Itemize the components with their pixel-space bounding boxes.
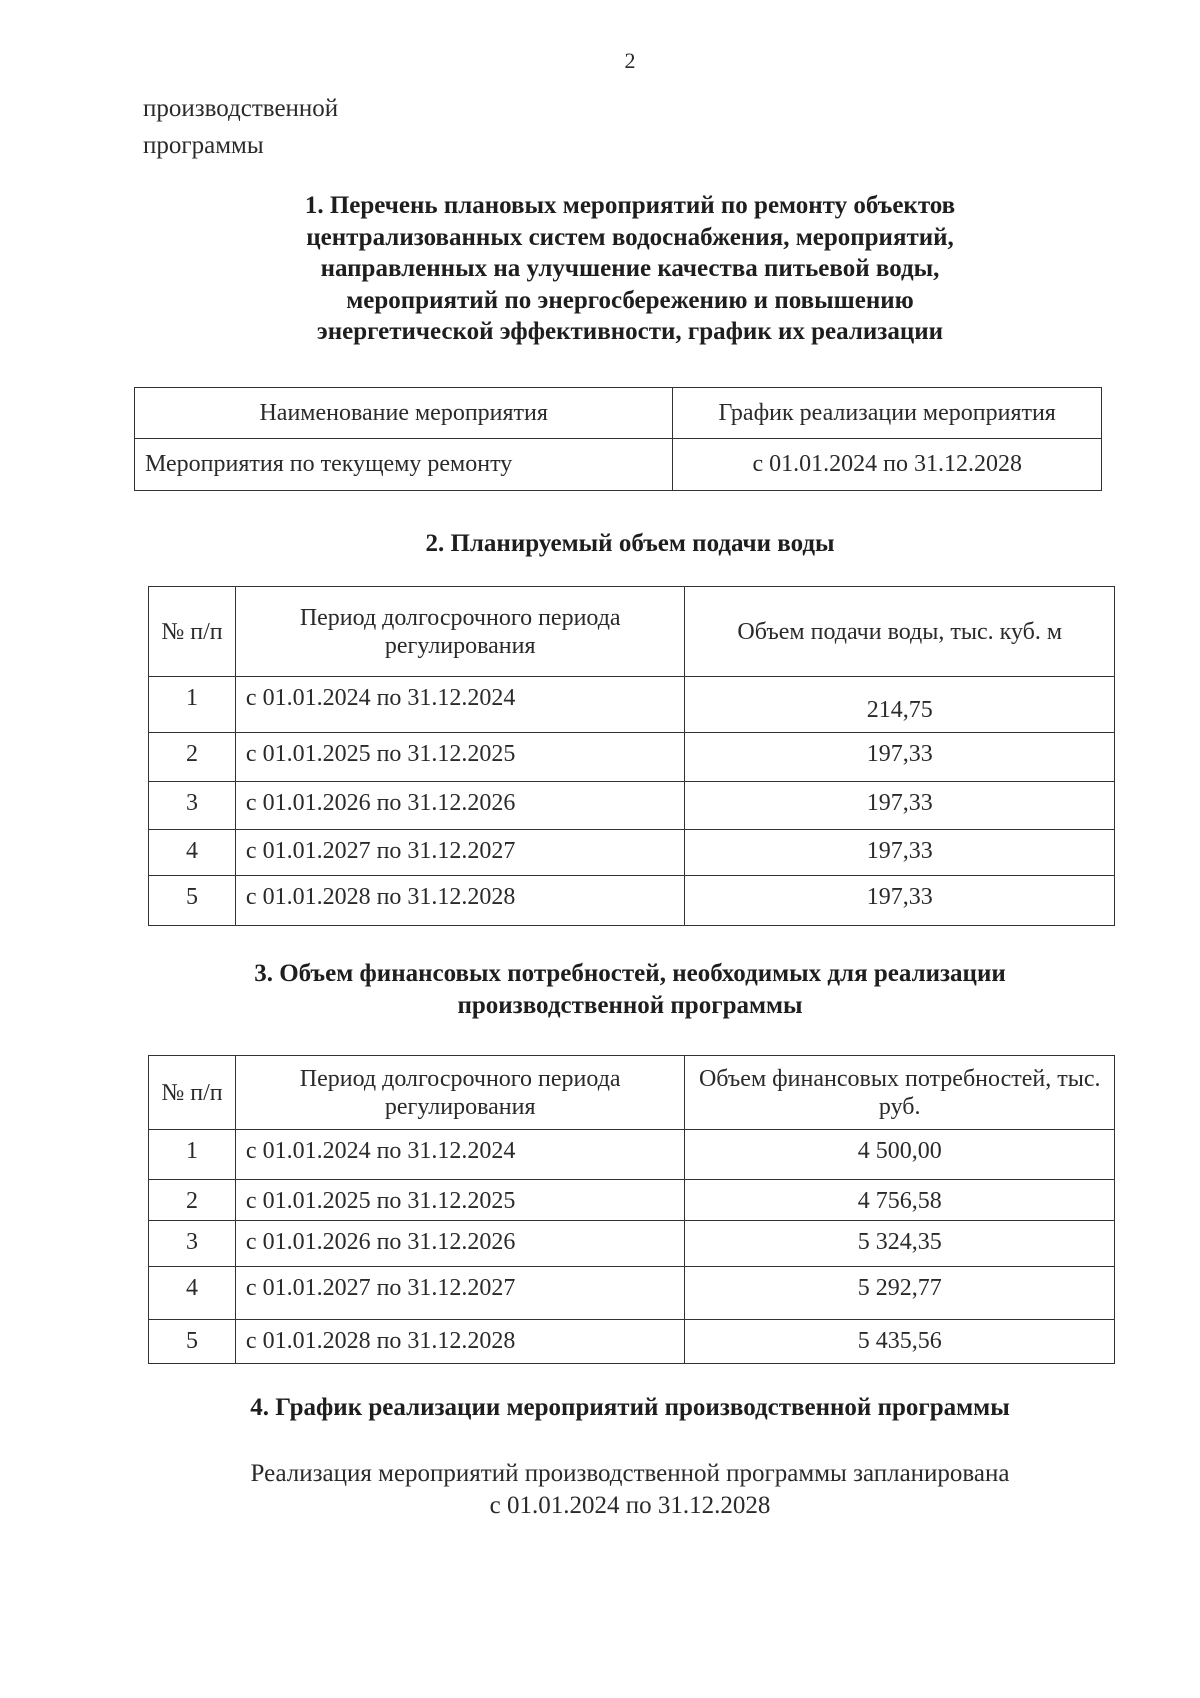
- table-row: [149, 1320, 1115, 1364]
- table-row: [149, 830, 1115, 876]
- title-line: энергетической эффективности, график их реализации: [316, 318, 944, 345]
- page-number: 2: [624, 48, 636, 73]
- title-line: направленных на улучшение качества питьевой воды,: [320, 255, 940, 282]
- period-cell: с 01.01.2024 по 31.12.2024: [235, 1130, 685, 1180]
- row-number-cell: 4: [149, 1267, 236, 1320]
- implementation-text: [0, 1458, 1200, 1522]
- table-row: [149, 733, 1115, 782]
- text-line: Реализация мероприятий производственной программы запланирована: [250, 1460, 1010, 1487]
- header-measure-name: Наименование мероприятия: [135, 388, 673, 439]
- title-line: 4. График реализации мероприятий производственной программы: [250, 1394, 1010, 1421]
- table-row: [149, 1130, 1115, 1180]
- volume-cell: 197,33: [685, 782, 1115, 830]
- continuation-line: производственной: [143, 95, 339, 122]
- amount-cell: 4 500,00: [685, 1130, 1115, 1180]
- previous-page-continuation: [143, 90, 338, 164]
- row-number-cell: 5: [149, 1320, 236, 1364]
- schedule-cell: с 01.01.2024 по 31.12.2028: [673, 439, 1102, 491]
- section-2-title: [0, 528, 1200, 560]
- title-line: 1. Перечень плановых мероприятий по ремонту объектов: [304, 192, 956, 219]
- header-number: № п/п: [149, 1056, 236, 1130]
- text-line: с 01.01.2024 по 31.12.2028: [489, 1492, 771, 1519]
- period-cell: с 01.01.2025 по 31.12.2025: [235, 733, 685, 782]
- period-cell: с 01.01.2027 по 31.12.2027: [235, 830, 685, 876]
- amount-cell: 5 292,77: [685, 1267, 1115, 1320]
- continuation-line: программы: [143, 132, 264, 159]
- row-number-cell: 3: [149, 782, 236, 830]
- table-row: [135, 439, 1102, 491]
- period-cell: с 01.01.2028 по 31.12.2028: [235, 876, 685, 926]
- measure-name-cell: Мероприятия по текущему ремонту: [135, 439, 673, 491]
- period-cell: с 01.01.2026 по 31.12.2026: [235, 782, 685, 830]
- table-row: [149, 1221, 1115, 1267]
- row-number-cell: 1: [149, 1130, 236, 1180]
- period-cell: с 01.01.2024 по 31.12.2024: [235, 677, 685, 733]
- water-supply-volume-table: [148, 586, 1115, 926]
- header-schedule: График реализации мероприятия: [673, 388, 1102, 439]
- period-cell: с 01.01.2027 по 31.12.2027: [235, 1267, 685, 1320]
- table-row: [149, 876, 1115, 926]
- title-line: производственной программы: [457, 991, 803, 1019]
- amount-cell: 5 435,56: [685, 1320, 1115, 1364]
- title-line: мероприятий по энергосбережению и повышению: [346, 286, 914, 314]
- row-number-cell: 5: [149, 876, 236, 926]
- section-3-title: [0, 958, 1200, 1021]
- table-row: [149, 1180, 1115, 1221]
- section-1-title: [0, 190, 1200, 348]
- header-number: № п/п: [149, 587, 236, 677]
- row-number-cell: 2: [149, 733, 236, 782]
- period-cell: с 01.01.2026 по 31.12.2026: [235, 1221, 685, 1267]
- financial-needs-table: [148, 1055, 1115, 1364]
- table-row: [149, 782, 1115, 830]
- table-row: [149, 1267, 1115, 1320]
- period-cell: с 01.01.2025 по 31.12.2025: [235, 1180, 685, 1221]
- title-line: 3. Объем финансовых потребностей, необходимых для реализации: [254, 960, 1006, 987]
- section-4-title: [0, 1392, 1200, 1424]
- volume-cell: 197,33: [685, 830, 1115, 876]
- title-line: 2. Планируемый объем подачи воды: [425, 530, 835, 557]
- row-number-cell: 3: [149, 1221, 236, 1267]
- header-period: Период долгосрочного периода регулирования: [235, 1056, 685, 1130]
- header-volume: Объем подачи воды, тыс. куб. м: [685, 587, 1115, 677]
- maintenance-measures-table: [134, 387, 1102, 491]
- table-header-row: [135, 388, 1102, 439]
- amount-cell: 5 324,35: [685, 1221, 1115, 1267]
- period-cell: с 01.01.2028 по 31.12.2028: [235, 1320, 685, 1364]
- volume-cell: 214,75: [685, 677, 1115, 733]
- row-number-cell: 4: [149, 830, 236, 876]
- amount-cell: 4 756,58: [685, 1180, 1115, 1221]
- row-number-cell: 2: [149, 1180, 236, 1221]
- header-period: Период долгосрочного периода регулирования: [235, 587, 685, 677]
- table-row: [149, 677, 1115, 733]
- table-header-row: [149, 587, 1115, 677]
- volume-cell: 197,33: [685, 876, 1115, 926]
- title-line: централизованных систем водоснабжения, мероприятий,: [306, 223, 954, 251]
- row-number-cell: 1: [149, 677, 236, 733]
- table-header-row: [149, 1056, 1115, 1130]
- volume-cell: 197,33: [685, 733, 1115, 782]
- header-financial-needs: Объем финансовых потребностей, тыс. руб.: [685, 1056, 1115, 1130]
